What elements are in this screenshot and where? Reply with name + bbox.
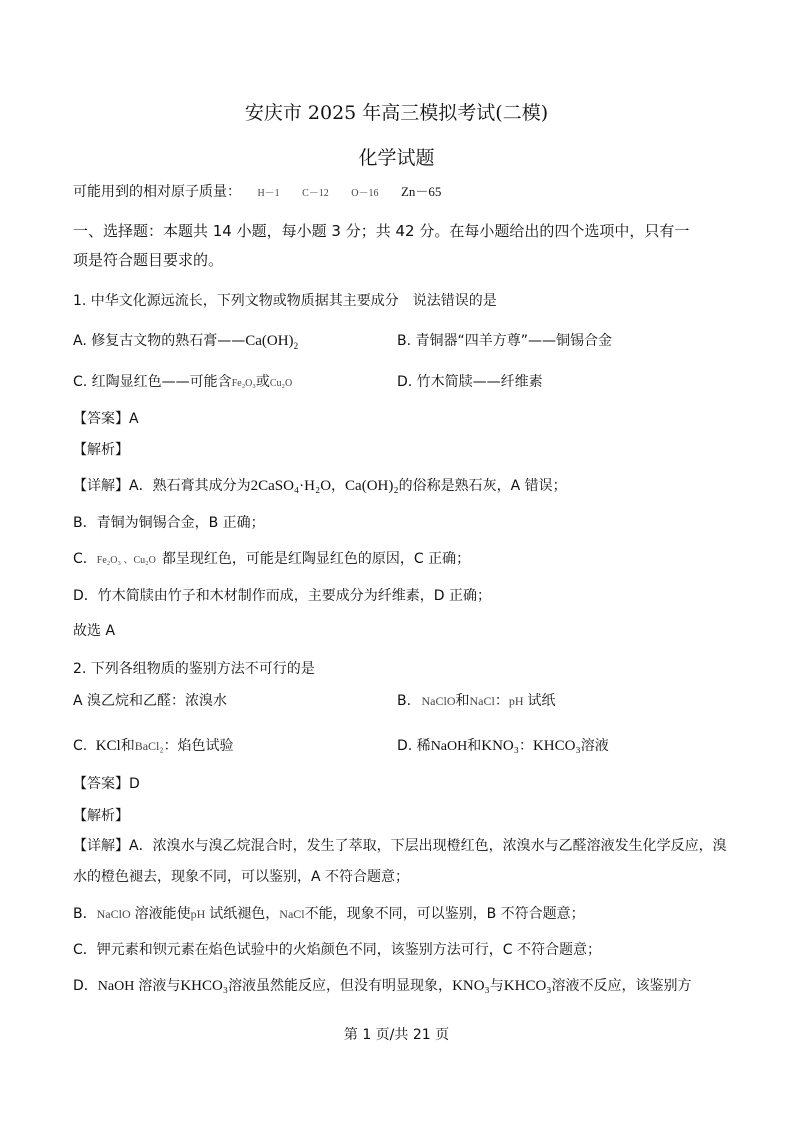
q1-detail-a-text: 【详解】A．熟石膏其成分为 — [73, 478, 251, 494]
q2-detail-d-f2: KHCO₃ — [180, 978, 229, 994]
q1-detail-formula1: 2CaSO₄·H₂O — [250, 478, 332, 494]
q2-option-b-f3: pH — [508, 694, 524, 708]
q2-detail-d — [73, 975, 692, 995]
q2-option-b-prefix: B. — [397, 693, 412, 709]
q2-detail-b-f3: NaCl — [279, 907, 305, 921]
q1-detail-c-suffix: 都呈现红色，可能是红陶显红色的原因，C 正确； — [161, 551, 471, 567]
q1-answer: 【答案】A — [73, 411, 139, 427]
q2-option-d-prefix: D. 稀 — [397, 738, 431, 754]
q2-option-d-sep: ： — [518, 738, 533, 754]
q2-option-d-and: 和 — [467, 738, 482, 754]
atomic-mass-o: O－16 — [351, 188, 379, 199]
atomic-mass-zn: Zn－65 — [400, 184, 442, 199]
q2-option-d — [397, 735, 609, 755]
q2-detail-b-f1: NaClO — [96, 907, 131, 921]
q1-detail-a-suffix: 的俗称是熟石灰，A 错误； — [398, 478, 567, 494]
q1-analysis-label: 【解析】 — [73, 442, 129, 458]
q1-option-a — [73, 330, 298, 351]
q2-option-b-f1: NaClO — [421, 694, 456, 708]
q2-answer: 【答案】D — [73, 776, 140, 792]
q1-option-c-f1: Fe₂O₃ — [231, 378, 256, 389]
q2-detail-b-mid2: 试纸褪色， — [209, 906, 280, 922]
q1-detail-c — [73, 548, 470, 568]
q2-option-c-f2: BaCl₂ — [134, 739, 164, 753]
q2-detail-d-suffix: 溶液不反应，该鉴别方 — [551, 978, 692, 994]
q2-option-c-prefix: C. — [73, 738, 88, 754]
q1-detail-c-prefix: C． — [73, 551, 97, 567]
atomic-mass-label: 可能用到的相对原子质量： — [73, 184, 241, 200]
q2-option-c — [73, 735, 234, 755]
q2-option-b-and: 和 — [455, 693, 470, 709]
q1-option-a-text: A. 修复古文物的熟石膏—— — [73, 333, 246, 349]
q1-option-b: B. 青铜器“四羊方尊”——铜锡合金 — [397, 333, 613, 349]
q2-detail-d-mid: 溶液与 — [138, 978, 181, 994]
q2-option-d-suffix: 溶液 — [580, 738, 609, 754]
atomic-mass-line — [73, 181, 441, 201]
q2-option-b — [397, 690, 556, 710]
q1-option-a-sub: 2 — [293, 340, 299, 351]
q1-detail-sep: ， — [331, 478, 346, 494]
page-subtitle: 化学试题 — [358, 147, 435, 169]
q1-stem: 1. 中华文化源远流长，下列文物或物质据其主要成分 说法错误的是 — [73, 293, 497, 309]
q2-option-d-f2: KNO₃ — [481, 738, 519, 754]
section-heading-line1: 一、选择题：本题共 14 小题，每小题 3 分；共 42 分。在每小题给出的四个选项中，只有一 — [73, 222, 690, 240]
q2-detail-b — [73, 903, 585, 923]
q2-detail-b-prefix: B． — [73, 906, 97, 922]
q2-option-d-f3: KHCO₃ — [532, 738, 581, 754]
page-title: 安庆市 2025 年高三模拟考试(二模) — [244, 102, 549, 124]
q2-detail-d-mid2: 溶液虽然能反应，但没有明显现象， — [228, 978, 453, 994]
q1-option-c — [73, 371, 292, 391]
q1-detail-d: D．竹木简牍由竹子和木材制作而成，主要成分为纤维素，D 正确； — [73, 588, 492, 604]
q2-detail-c: C．钾元素和钡元素在焰色试验中的火焰颜色不同，该鉴别方法可行，C 不符合题意； — [73, 942, 601, 958]
q1-option-a-formula: Ca(OH) — [245, 333, 294, 349]
q1-detail-formula2: Ca(OH)₂ — [345, 478, 399, 494]
q1-option-d: D. 竹木简牍——纤维素 — [397, 374, 543, 390]
q1-detail-b: B．青铜为铜锡合金，B 正确； — [73, 515, 265, 531]
q2-option-c-f1: KCl — [95, 738, 121, 754]
q1-option-c-f2: Cu₂O — [269, 378, 293, 389]
q2-analysis-label: 【解析】 — [73, 808, 129, 824]
q2-option-b-sep: ： — [494, 693, 509, 709]
q2-option-b-suffix: 试纸 — [527, 693, 556, 709]
q2-option-c-and: 和 — [120, 738, 135, 754]
q2-option-d-f1: NaOH — [430, 739, 468, 754]
q2-detail-d-prefix: D． — [73, 978, 98, 994]
q2-option-a: A 溴乙烷和乙醛：浓溴水 — [73, 693, 228, 709]
q2-detail-b-f2: pH — [190, 907, 206, 921]
q2-stem: 2. 下列各组物质的鉴别方法不可行的是 — [73, 661, 315, 677]
q2-option-c-suffix: ：焰色试验 — [163, 738, 234, 754]
q1-conclusion: 故选 A — [73, 623, 116, 639]
q1-option-c-or: 或 — [255, 374, 270, 390]
q2-detail-b-mid: 溶液能使 — [134, 906, 191, 922]
q2-detail-a-line1: 【详解】A．浓溴水与溴乙烷混合时，发生了萃取，下层出现橙红色，浓溴水与乙醛溶液发生化学反应，溴 — [73, 838, 727, 854]
q2-detail-d-mid3: 与 — [489, 978, 504, 994]
q2-detail-a-line2: 水的橙色褪去，现象不同，可以鉴别，A 不符合题意； — [73, 869, 410, 885]
section-heading-line2: 项是符合题目要求的。 — [73, 251, 224, 269]
q2-detail-d-f1: NaOH — [97, 979, 135, 994]
atomic-mass-c: C－12 — [302, 188, 329, 199]
q2-detail-b-suffix: 不能，现象不同，可以鉴别，B 不符合题意； — [304, 906, 585, 922]
q2-detail-d-f4: KHCO₃ — [503, 978, 552, 994]
q2-detail-d-f3: KNO₃ — [452, 978, 490, 994]
q2-option-b-f2: NaCl — [469, 694, 495, 708]
page-footer: 第 1 页/共 21 页 — [343, 1027, 450, 1043]
q1-detail-a — [73, 475, 567, 495]
atomic-mass-h: H－1 — [257, 188, 280, 199]
q1-detail-c-formula: Fe₂O₃ 、Cu₂O — [96, 555, 156, 566]
q1-option-c-text: C. 红陶显红色——可能含 — [73, 374, 232, 390]
